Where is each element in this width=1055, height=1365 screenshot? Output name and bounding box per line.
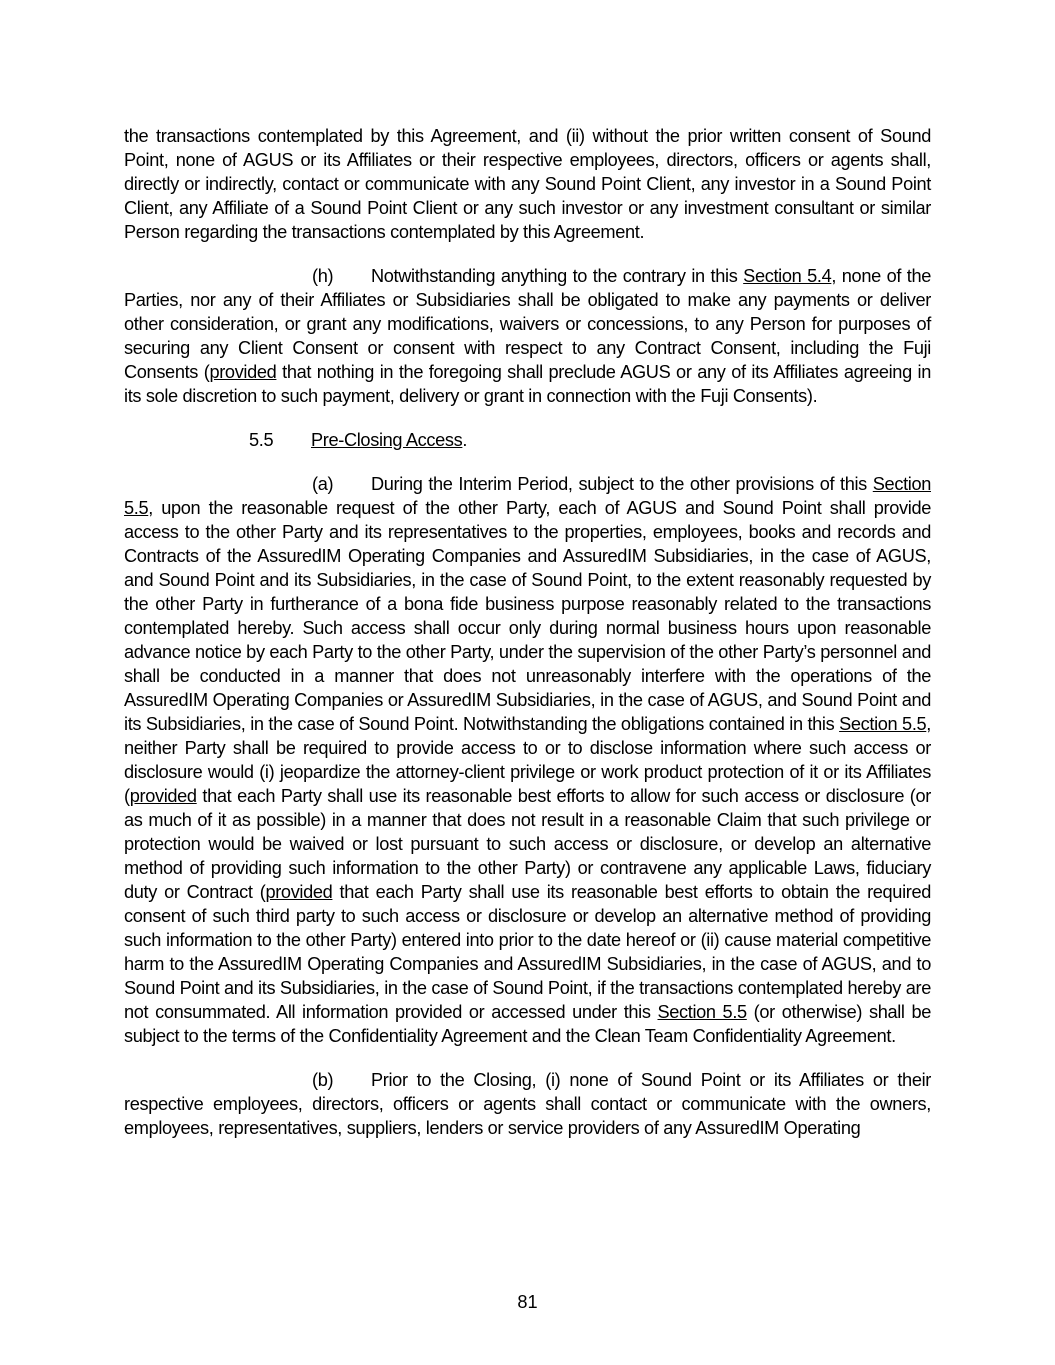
page-number: 81 (517, 1292, 538, 1312)
section-reference: Section 5.4 (743, 266, 832, 286)
paragraph-a-label: (a) (312, 474, 334, 494)
section-title: Pre-Closing Access (311, 430, 463, 450)
paragraph-a-text-6: (or otherwise) shall be subject to the terms of the Confidentiality Agreement and the Clean Team Confidentiality Agreement. (124, 1002, 931, 1046)
paragraph-a-text-1: During the Interim Period, subject to the other provisions of this (371, 474, 873, 494)
section-reference: Section 5.5 (124, 474, 931, 518)
section-reference: Section 5.5 (657, 1002, 747, 1022)
section-heading (124, 428, 931, 452)
section-number: 5.5 (249, 430, 274, 450)
provided-term: provided (265, 882, 333, 902)
paragraph-b-text: Prior to the Closing, (i) none of Sound Point or its Affiliates or their respective employees, directors, officers or agents shall contact or communicate with the owners, employees, representatives, suppliers, lenders or service providers of any AssuredIM Operating (124, 1070, 931, 1138)
paragraph-a-text-2: , upon the reasonable request of the other Party, each of AGUS and Sound Point shall provide access to the other Party and its representatives to the properties, employees, books and records and Contracts of the AssuredIM Operating Companies and AssuredIM Subsidiaries, in the case of AGUS, and Sound Point and its Subsidiaries, in the case of Sound Point, to the extent reasonably requested by the other Party in furtherance of a bona fide business purpose reasonably related to the transactions contemplated hereby. Such access shall occur only during normal business hours upon reasonable advance notice by each Party to the other Party, under the supervision of the other Party’s personnel and shall be conducted in a manner that does not unreasonably interfere with the operations of the AssuredIM Operating Companies or AssuredIM Subsidiaries, in the case of AGUS, and Sound Point and its Subsidiaries, in the case of Sound Point. Notwithstanding the obligations contained in this (124, 498, 931, 734)
paragraph-h (124, 264, 931, 408)
paragraph-g-continued: the transactions contemplated by this Agreement, and (ii) without the prior written consent of Sound Point, none of AGUS or its Affiliates or their respective employees, directors, officers or agents shall, directly or indirectly, contact or communicate with any Sound Point Client, any investor in a Sound Point Client, any Affiliate of a Sound Point Client or any such investor or any investment consultant or similar Person regarding the transactions contemplated by this Agreement. (124, 126, 931, 242)
provided-term: provided (129, 786, 197, 806)
paragraph-h-text-2: , none of the Parties, nor any of their Affiliates or Subsidiaries shall be obligated to make any payments or deliver other consideration, or grant any modifications, waivers or concessions, to any Person for purposes of securing any Client Consent or consent with respect to any Contract Consent, including the Fuji Consents ( (124, 266, 932, 382)
paragraph-a-text-4: that each Party shall use its reasonable best efforts to allow for such access or disclosure (or as much of it as possible) in a manner that does not result in a reasonable Claim that such privilege or protection would be waived or lost pursuant to such access or disclosure, or develop an alternative method of providing such information to the other Party) or contravene any applicable Laws, fiduciary duty or Contract ( (124, 786, 931, 902)
provided-term: provided (209, 362, 277, 382)
section-title-period: . (462, 430, 468, 450)
paragraph-h-label: (h) (312, 266, 334, 286)
paragraph-a-text-3: , neither Party shall be required to provide access to or to disclose information where such access or disclosure would (i) jeopardize the attorney-client privilege or work product protection of it or its Affiliates ( (124, 714, 931, 806)
paragraph-b-label: (b) (312, 1070, 334, 1090)
paragraph-h-text-3: that nothing in the foregoing shall preclude AGUS or any of its Affiliates agreeing in its sole discretion to such payment, delivery or grant in connection with the Fuji Consents). (124, 362, 931, 406)
document-page (124, 124, 931, 1160)
section-reference: Section 5.5 (839, 714, 927, 734)
paragraph-h-text-1: Notwithstanding anything to the contrary in this (371, 266, 744, 286)
paragraph-b (124, 1068, 931, 1140)
paragraph-a (124, 472, 931, 1048)
paragraph-a-text-5: that each Party shall use its reasonable best efforts to obtain the required consent of such third party to such access or disclosure or develop an alternative method of providing such information to the other Party) entered into prior to the date hereof or (ii) cause material competitive harm to the AssuredIM Operating Companies and AssuredIM Subsidiaries, in the case of AGUS, and to Sound Point and its Subsidiaries, in the case of Sound Point, if the transactions contemplated hereby are not consummated. All information provided or accessed under this (124, 882, 932, 1022)
